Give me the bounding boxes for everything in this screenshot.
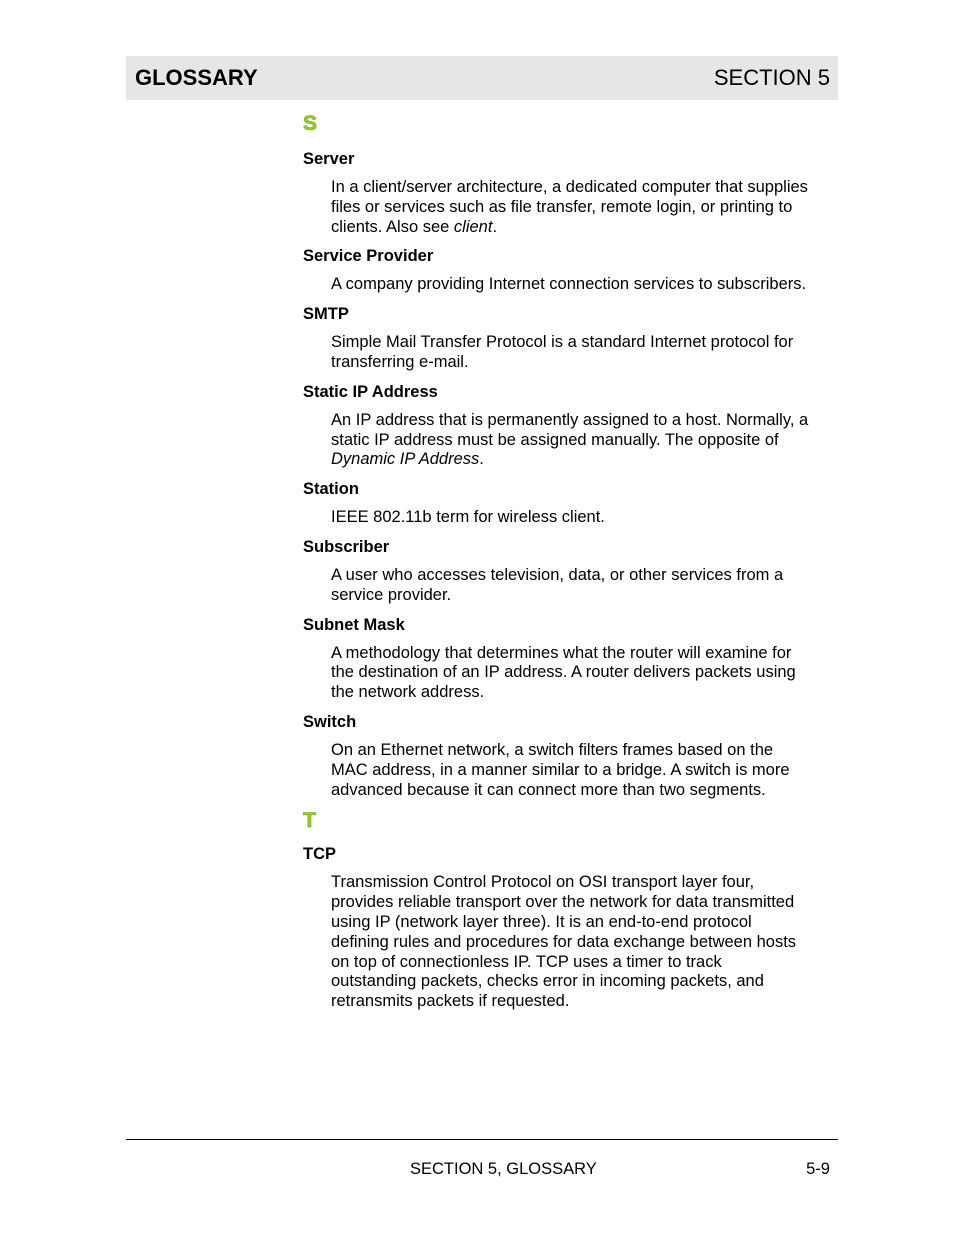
definition-text: MAC address, in a manner similar to a bridge. A switch is more [331, 760, 790, 779]
definition-line [331, 953, 838, 973]
definition-line [331, 933, 838, 953]
definition-line [331, 566, 838, 586]
definition-text: . [492, 217, 498, 236]
definition-line [331, 178, 838, 198]
definition-line [331, 508, 838, 528]
definition-text: transferring e-mail. [331, 352, 469, 371]
section-letter-glyph: T [303, 809, 316, 833]
definition-line [331, 893, 838, 913]
definition-text: On an Ethernet network, a switch filters frames based on the [331, 740, 774, 759]
definition-line [331, 741, 838, 761]
glossary-term: Server [303, 150, 355, 168]
definition-line [331, 781, 838, 801]
page-number: 5-9 [806, 1160, 830, 1178]
footer-text: SECTION 5, GLOSSARY [410, 1160, 597, 1178]
glossary-definition [331, 644, 838, 703]
definition-text: the network address. [331, 683, 485, 702]
glossary-content [303, 112, 838, 1021]
footer-divider [126, 1139, 838, 1140]
glossary-definition [331, 333, 838, 373]
definition-line [331, 913, 838, 933]
definition-text: . [479, 450, 484, 469]
definition-line [331, 431, 838, 451]
definition-text: advanced because it can connect more than two segments. [331, 780, 766, 799]
glossary-definition [331, 178, 838, 237]
definition-line [331, 333, 838, 353]
glossary-term: TCP [303, 845, 336, 864]
glossary-definition [331, 566, 838, 606]
definition-line [331, 450, 838, 470]
definition-text: A methodology that determines what the router will examine for [331, 643, 792, 662]
cross-reference: client [453, 217, 493, 236]
section-letter [303, 112, 838, 139]
glossary-term: Station [303, 480, 359, 499]
glossary-term: Subscriber [303, 537, 390, 556]
glossary-term: SMTP [303, 305, 349, 324]
glossary-definition [331, 741, 838, 800]
definition-line [331, 761, 838, 781]
definition-text: the destination of an IP address. A router delivers packets using [331, 663, 796, 682]
glossary-definition [331, 411, 838, 470]
definition-text: outstanding packets, checks error in incoming packets, and [331, 972, 764, 991]
definition-line [331, 353, 838, 373]
glossary-term: Static IP Address [303, 382, 438, 401]
definition-line [331, 586, 838, 606]
glossary-term: Switch [303, 712, 357, 731]
definition-line [331, 411, 838, 431]
section-letter [303, 809, 838, 836]
definition-line [331, 873, 838, 893]
glossary-definition [331, 275, 838, 295]
definition-line [331, 683, 838, 703]
definition-text: A user who accesses television, data, or other services from a [331, 565, 784, 584]
definition-line [331, 663, 838, 683]
definition-text: clients. Also see [331, 217, 454, 236]
definition-text: on top of connectionless IP. TCP uses a timer to track [331, 952, 722, 971]
definition-text: An IP address that is permanently assigned to a host. Normally, a [331, 410, 809, 429]
definition-line [331, 972, 838, 992]
page-header [126, 56, 838, 100]
definition-text: A company providing Internet connection services to subscribers. [331, 275, 807, 294]
definition-text: IEEE 802.11b term for wireless client. [331, 508, 605, 527]
definition-text: static IP address must be assigned manually. The opposite of [331, 430, 779, 449]
definition-text: retransmits packets if requested. [331, 992, 570, 1011]
glossary-definition [331, 873, 838, 1012]
glossary-definition [331, 508, 838, 528]
section-letter-glyph: S [303, 112, 318, 135]
definition-text: In a client/server architecture, a dedicated computer that supplies [331, 178, 808, 196]
definition-text: files or services such as file transfer, remote login, or printing to [331, 197, 793, 216]
cross-reference: Dynamic IP Address [331, 450, 480, 469]
glossary-term: Service Provider [303, 247, 434, 266]
definition-line [331, 644, 838, 664]
definition-line [331, 992, 838, 1012]
header-title: GLOSSARY [135, 65, 258, 90]
definition-line [331, 218, 838, 238]
definition-line [331, 198, 838, 218]
definition-text: provides reliable transport over the network for data transmitted [331, 893, 795, 912]
definition-text: Transmission Control Protocol on OSI transport layer four, [331, 873, 755, 892]
definition-text: Simple Mail Transfer Protocol is a standard Internet protocol for [331, 333, 794, 352]
definition-text: defining rules and procedures for data exchange between hosts [331, 932, 797, 951]
definition-line [331, 275, 838, 295]
definition-text: using IP (network layer three). It is an end-to-end protocol [331, 912, 752, 931]
header-section: SECTION 5 [713, 65, 830, 90]
glossary-term: Subnet Mask [303, 615, 405, 634]
definition-text: service provider. [331, 585, 452, 604]
